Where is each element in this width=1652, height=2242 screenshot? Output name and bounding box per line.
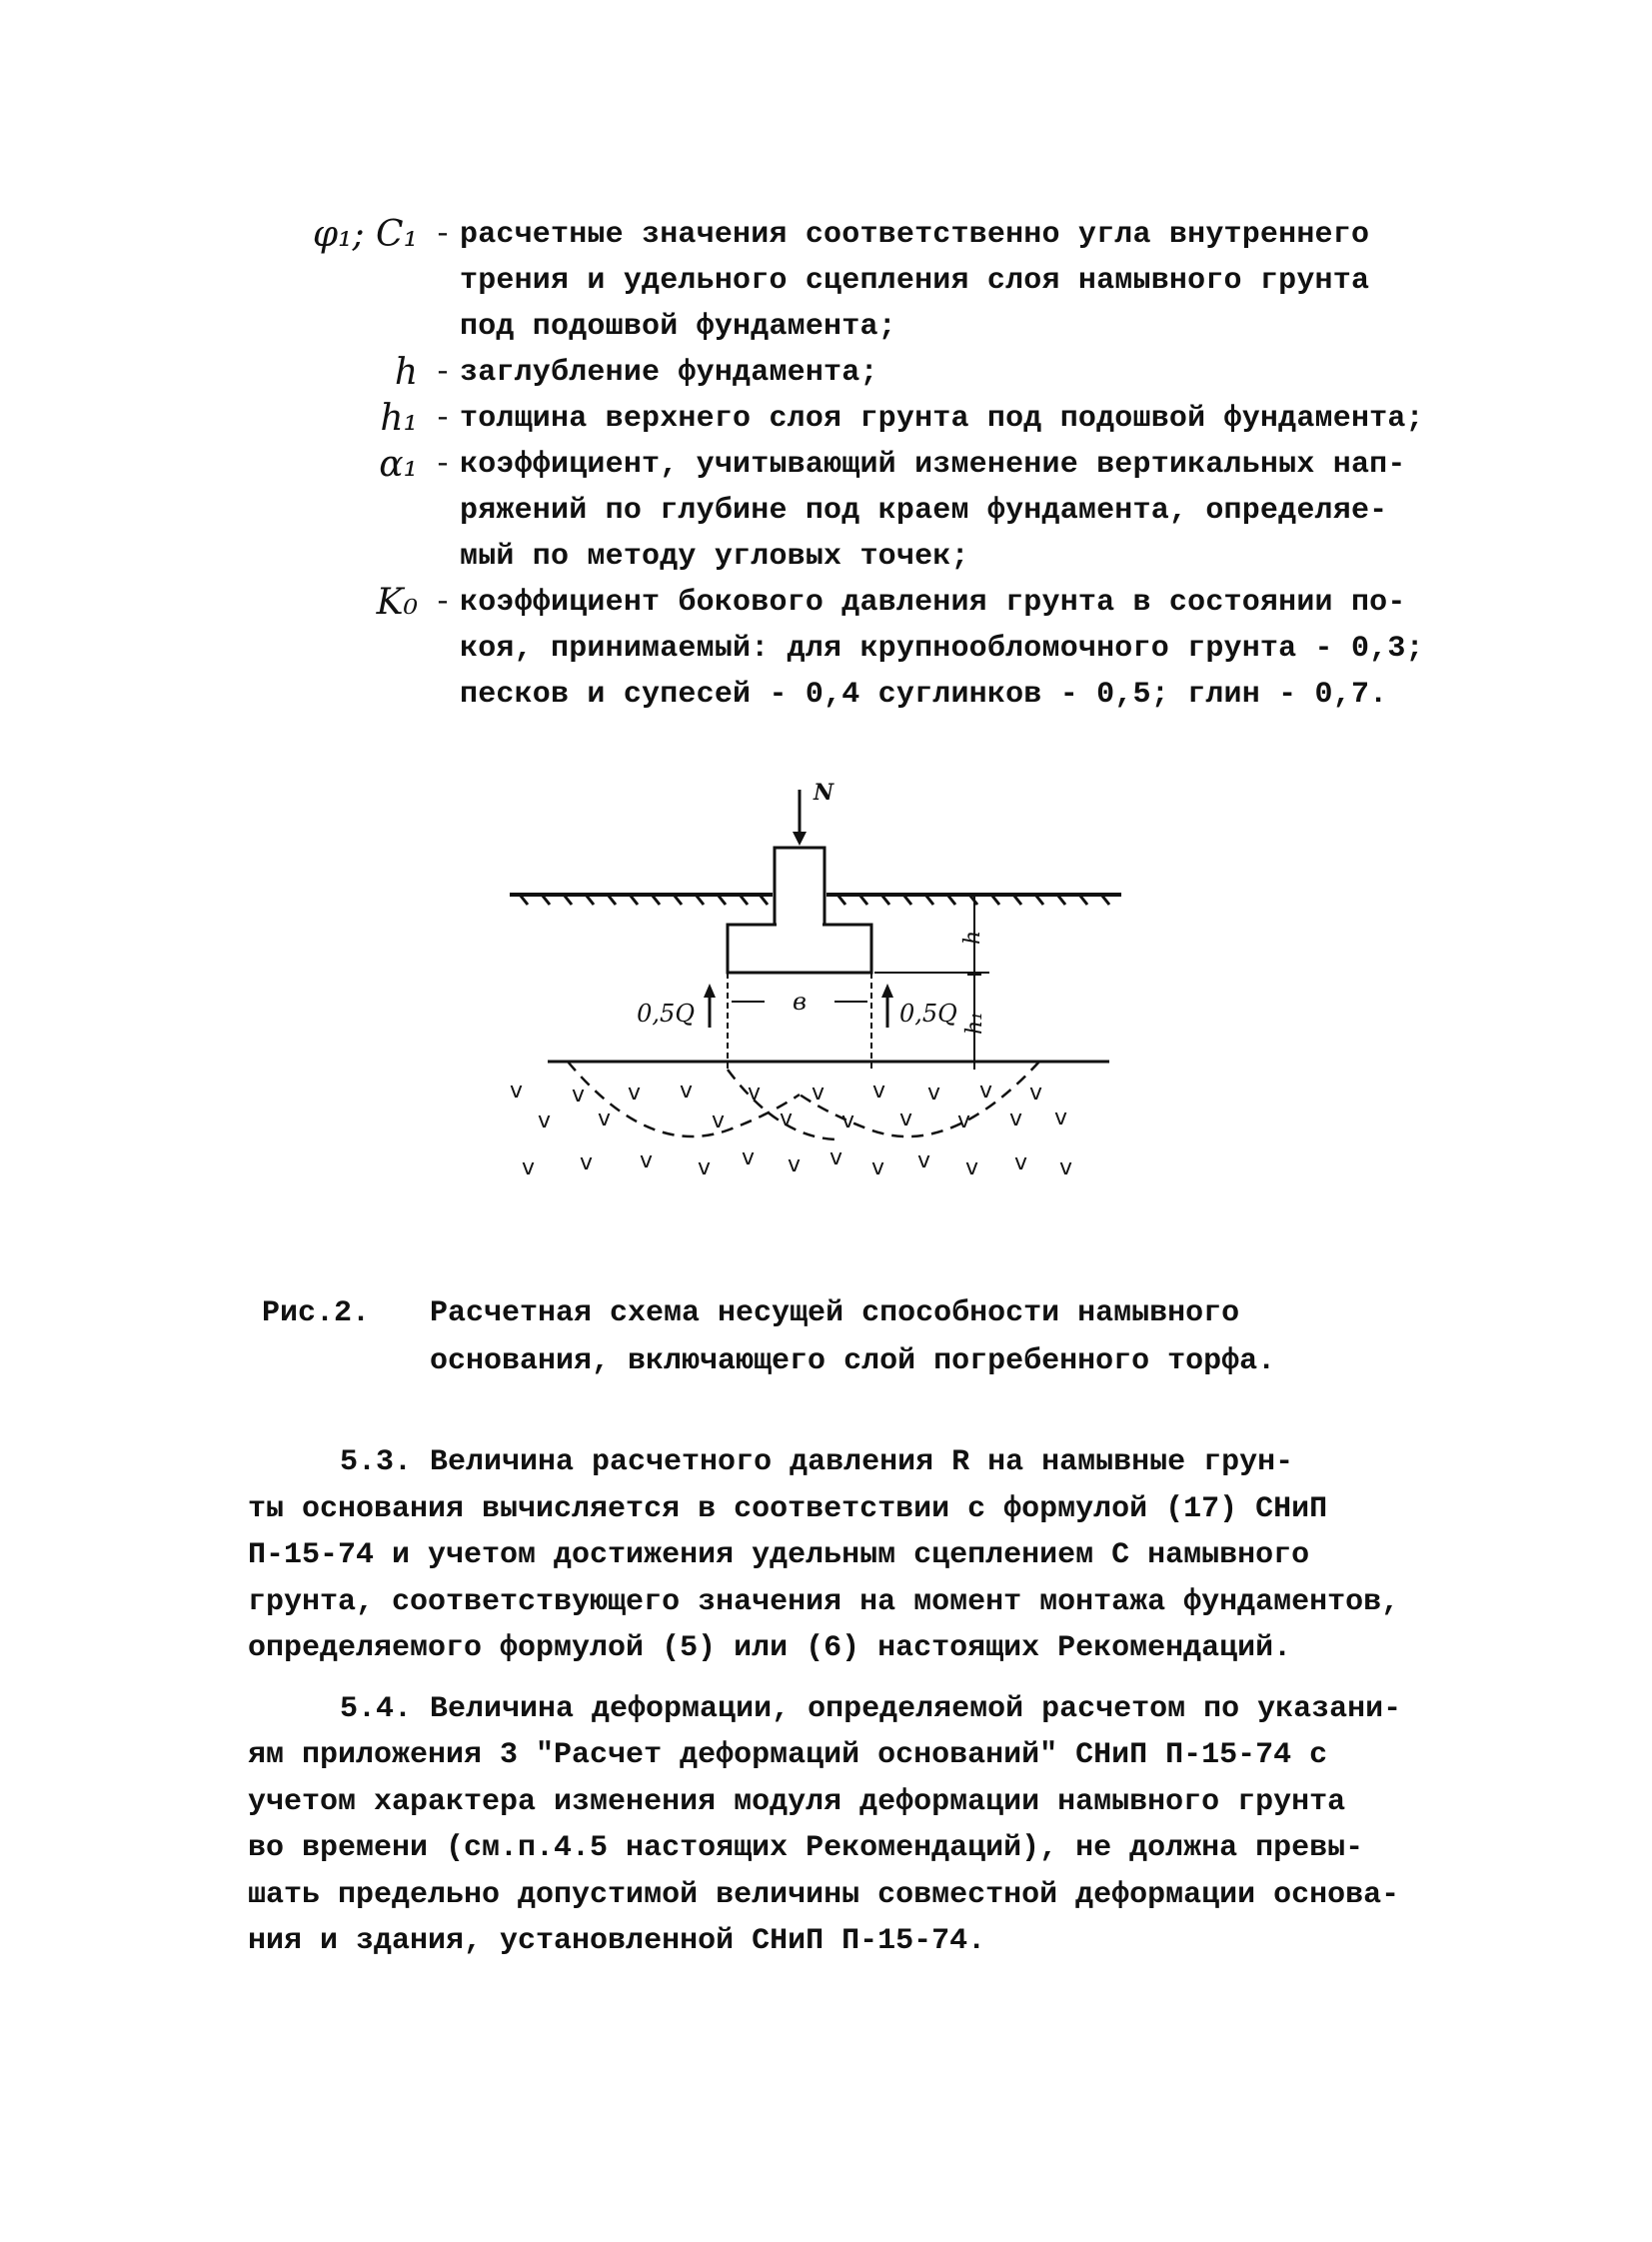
- definition-h: [310, 350, 1469, 396]
- left-reaction-arrowhead: [704, 984, 716, 998]
- definition-dash: -: [433, 402, 452, 436]
- peat-mark: v: [957, 1109, 971, 1133]
- peat-mark: v: [1059, 1155, 1073, 1180]
- caption-label: Рис.2.: [262, 1296, 371, 1330]
- definition-line: коя, принимаемый: для крупнообломочного грунта - 0,3;: [460, 632, 1424, 666]
- peat-mark: v: [680, 1079, 694, 1104]
- definition-line: трения и удельного сцепления слоя намывного грунта: [460, 264, 1370, 298]
- caption-line: Расчетная схема несущей способности намывного: [430, 1296, 1240, 1330]
- body-text: [248, 1439, 1427, 1979]
- definition-phi-c: [310, 212, 1469, 350]
- peat-mark: v: [871, 1155, 885, 1180]
- foundation-diagram-svg: [480, 770, 1139, 1239]
- depth-label: h: [960, 930, 985, 945]
- left-reaction-label: 0,5Q: [637, 1000, 695, 1028]
- peat-mark: v: [788, 1152, 802, 1177]
- peat-mark: v: [1009, 1107, 1023, 1131]
- paragraph-line: 5.4. Величина деформации, определяемой расчетом по указани-: [340, 1691, 1402, 1726]
- peat-mark: v: [780, 1107, 794, 1131]
- definition-line: расчетные значения соответственно угла внутреннего: [460, 218, 1370, 252]
- definition-dash: -: [433, 586, 452, 620]
- paragraph-line: во времени (см.п.4.5 настоящих Рекомендаций), не должна превы-: [248, 1831, 1364, 1865]
- definition-h1: [310, 396, 1469, 442]
- paragraph-line: ям приложения 3 "Расчет деформаций оснований" СНиП П-15-74 с: [248, 1738, 1328, 1772]
- definition-dash: -: [433, 218, 452, 252]
- peat-mark: v: [580, 1150, 594, 1175]
- peat-mark: v: [598, 1107, 612, 1131]
- peat-mark: v: [742, 1145, 756, 1170]
- definition-symbol: α₁: [379, 444, 418, 485]
- peat-mark: v: [698, 1155, 712, 1180]
- definition-k0: [310, 580, 1469, 718]
- definition-alpha: [310, 442, 1469, 580]
- peat-mark: v: [927, 1081, 941, 1106]
- paragraph-line: шать предельно допустимой величины совместной деформации основа-: [248, 1877, 1400, 1912]
- definition-symbol: h₁: [380, 398, 418, 439]
- peat-mark: v: [510, 1079, 524, 1104]
- paragraph-line: П-15-74 и учетом достижения удельным сцеплением С намывного: [248, 1538, 1310, 1572]
- peat-marks: [510, 1079, 1072, 1180]
- definition-dash: -: [433, 356, 452, 390]
- peat-mark: v: [748, 1081, 762, 1106]
- definition-line: ряжений по глубине под краем фундамента, определяе-: [460, 494, 1388, 528]
- load-label: N: [814, 780, 834, 806]
- foundation-diagram: [480, 770, 1139, 1239]
- footing: [728, 925, 871, 973]
- definition-symbol: h: [394, 352, 418, 393]
- paragraph-line: учетом характера изменения модуля деформации намывного грунта: [248, 1784, 1346, 1819]
- peat-mark: v: [899, 1107, 913, 1131]
- peat-mark: v: [640, 1148, 654, 1173]
- definition-line: песков и супесей - 0,4 суглинков - 0,5; глин - 0,7.: [460, 678, 1388, 712]
- paragraph-line: ния и здания, установленной СНиП П-15-74.: [248, 1924, 986, 1958]
- definition-line: толщина верхнего слоя грунта под подошвой фундамента;: [460, 402, 1424, 436]
- paragraph-5-4: [248, 1686, 1427, 1965]
- peat-mark: v: [712, 1109, 726, 1133]
- paragraph-line: грунта, соответствующего значения на момент монтажа фундаментов,: [248, 1584, 1400, 1619]
- definition-line: под подошвой фундамента;: [460, 310, 896, 344]
- definition-line: заглубление фундамента;: [460, 356, 878, 390]
- peat-mark: v: [538, 1109, 552, 1133]
- paragraph-line: 5.3. Величина расчетного давления R на намывные грун-: [340, 1445, 1294, 1479]
- paragraph-line: определяемого формулой (5) или (6) настоящих Рекомендаций.: [248, 1631, 1292, 1665]
- peat-mark: v: [628, 1081, 642, 1106]
- paragraph-5-3: [248, 1439, 1427, 1672]
- definition-dash: -: [433, 448, 452, 482]
- width-label: в: [793, 988, 807, 1016]
- paragraph-line: ты основания вычисляется в соответствии с формулой (17) СНиП: [248, 1491, 1328, 1526]
- peat-mark: v: [841, 1109, 855, 1133]
- peat-mark: v: [829, 1145, 843, 1170]
- right-reaction-arrowhead: [881, 984, 893, 998]
- peat-mark: v: [1014, 1150, 1028, 1175]
- definition-symbol: K₀: [376, 582, 418, 623]
- definition-symbol: φ₁; C₁: [312, 214, 418, 255]
- definition-line: коэффициент, учитывающий изменение вертикальных нап-: [460, 448, 1406, 482]
- caption-line: основания, включающего слой погребенного торфа.: [430, 1344, 1276, 1378]
- column-footing-joint: [777, 920, 823, 930]
- definition-line: мый по методу угловых точек;: [460, 540, 969, 574]
- symbol-definitions: [310, 212, 1469, 718]
- peat-mark: v: [965, 1155, 979, 1180]
- peat-mark: v: [572, 1083, 586, 1108]
- peat-mark: v: [917, 1148, 931, 1173]
- peat-mark: v: [522, 1155, 536, 1180]
- figure-caption: [262, 1289, 1361, 1385]
- peat-mark: v: [1029, 1081, 1043, 1106]
- definition-line: коэффициент бокового давления грунта в состоянии по-: [460, 586, 1406, 620]
- peat-mark: v: [812, 1081, 826, 1106]
- peat-mark: v: [872, 1079, 886, 1104]
- load-arrow-head: [793, 832, 807, 846]
- failure-curve-right: [800, 1062, 1039, 1136]
- layer-label: h₁: [962, 1012, 987, 1035]
- peat-mark: v: [979, 1079, 993, 1104]
- right-reaction-label: 0,5Q: [899, 1000, 957, 1028]
- peat-mark: v: [1054, 1106, 1068, 1130]
